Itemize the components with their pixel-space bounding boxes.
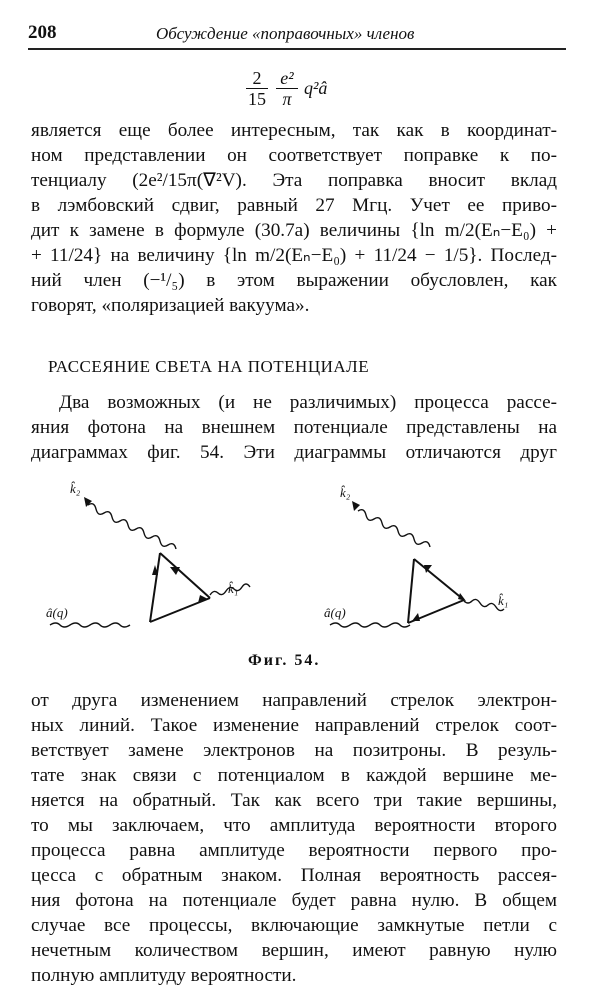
right-label-a: â(q) [324, 605, 346, 620]
paragraph-3 [31, 688, 557, 988]
para1-line: дит к замене в формуле (30.7а) величины {ln m/2(Eₙ−E₀) + [31, 220, 557, 241]
right-arrow-3 [458, 593, 466, 601]
formula-e-num: e² [276, 68, 298, 89]
para1-line: говорят, «поляризацией вакуума». [31, 295, 310, 316]
right-photon-k2 [358, 510, 430, 547]
left-photon-a [50, 623, 130, 627]
page-header [28, 22, 568, 48]
para3-line: тате знак связи с потенциалом в каждой вершине ме- [31, 765, 557, 786]
right-electron-line-2 [414, 559, 464, 600]
para3-line: ветствует замене электронов на позитроны. В резуль- [31, 740, 557, 761]
formula-coef-fraction [246, 68, 268, 109]
formula-coef-den: 15 [248, 89, 266, 109]
section-heading: РАССЕЯНИЕ СВЕТА НА ПОТЕНЦИАЛЕ [48, 357, 370, 376]
para1-line: в лэмбовский сдвиг, равный 27 Мгц. Учет ее приво- [31, 195, 557, 216]
para3-line: ния фотона на потенциале будет равна нулю. В общем [31, 890, 557, 911]
figure-caption: Фиг. 54. [248, 652, 321, 669]
para3-line: полную амплитуду вероятности. [31, 965, 297, 986]
paragraph-2 [31, 390, 557, 465]
left-electron-line-2 [160, 553, 210, 598]
para2-line: Два возможных (и не различимых) процесса рассе- [59, 392, 557, 413]
right-electron-line-3 [408, 559, 414, 623]
formula-top [246, 68, 366, 112]
paragraph-1 [31, 118, 557, 318]
formula-rest: q²â [304, 78, 328, 98]
page-number: 208 [28, 22, 57, 43]
right-label-k1: k̂₁ [498, 593, 509, 608]
formula-coef-num: 2 [246, 68, 268, 89]
para3-line: от друга изменением направлений стрелок электрон- [31, 690, 557, 711]
left-label-a: â(q) [46, 605, 68, 620]
left-arrow-2 [170, 567, 180, 575]
formula-e-fraction [276, 68, 298, 109]
para3-line: случае все процессы, включающие замкнутые петли с [31, 915, 557, 936]
formula-e-den: π [282, 89, 292, 109]
para3-line: нечетным количеством вершин, имеют равную нулю [31, 940, 557, 961]
header-rule [28, 48, 566, 50]
para1-line: ном представлении он соответствует поправке к по- [31, 145, 557, 166]
left-arrow-k2 [84, 497, 92, 507]
para1-line: является еще более интересным, так как в координат- [31, 120, 557, 141]
right-label-k2: k̂₂ [340, 485, 351, 500]
left-photon-k2 [88, 504, 176, 549]
left-diagram [46, 481, 250, 627]
right-diagram [324, 485, 508, 627]
para2-line: яния фотона на внешнем потенциале представлены на [31, 417, 557, 438]
para3-line: цесса с обратным знаком. Полная вероятность рассея- [31, 865, 557, 886]
para3-line: процесса равна амплитуде вероятности первого про- [31, 840, 557, 861]
para3-line: няется на обратный. Так как всего три такие вершины, [31, 790, 557, 811]
para1-line: + 11/24} на величину {ln m/2(Eₙ−E₀) + 11/24 − 1/5}. Послед- [31, 245, 557, 266]
running-title: Обсуждение «поправочных» членов [156, 24, 415, 43]
right-arrow-k2 [352, 501, 360, 511]
para3-line: то мы заключаем, что амплитуда вероятности второго [31, 815, 557, 836]
para2-line: диаграммах фиг. 54. Эти диаграммы отличаются друг [31, 442, 557, 463]
right-arrow-1 [412, 613, 420, 621]
right-photon-a [330, 623, 410, 627]
left-electron-line-3 [150, 553, 160, 622]
feynman-diagrams [40, 475, 560, 645]
left-label-k1: k̂₁ [228, 581, 239, 596]
left-label-k2: k̂₂ [70, 481, 81, 496]
para1-line: ний член (−¹/₅) в этом выражении обусловлен, как [31, 270, 557, 291]
para3-line: ных линий. Такое изменение направлений стрелок соот- [31, 715, 557, 736]
para1-line: тенциалу (2e²/15π(∇²V). Эта поправка вносит вклад [31, 170, 557, 191]
